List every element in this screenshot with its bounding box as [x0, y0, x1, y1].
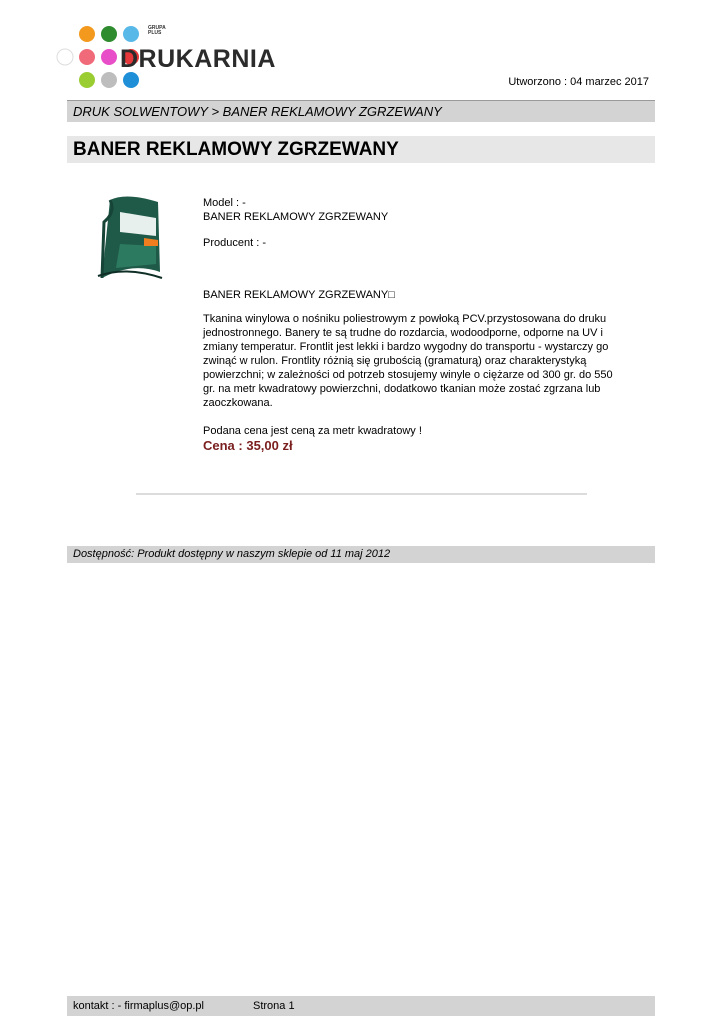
producer-line: Producent : - [203, 237, 266, 249]
footer-page-number: Strona 1 [253, 1000, 295, 1012]
product-details [203, 196, 623, 453]
logo-wordmark: DRUKARNIA [120, 45, 276, 73]
product-description: Tkanina winylowa o nośniku poliestrowym z powłoką PCV.przystosowana do druku jednostronnego. Banery te są trudne do rozdarcia, wodoodporne, odporne na UV i zmiany temperatur. Frontlit jest lekki i bardzo wygodny do transportu - wystarczy go zwinąć w rulon. Frontlity różnią się grubością (gramaturą) oraz charakterystyką powierzchni; w zależności od potrzeb stosujemy winyle o ciężarze od 300 gr. do 550 gr. na metr kwadratowy powierzchni, dodatkowo tkanian może zostać zgrzana lub zaoczkowana. [203, 313, 613, 409]
page-title: BANER REKLAMOWY ZGRZEWANY [67, 136, 655, 163]
availability-bar: Dostępność: Produkt dostępny w naszym sklepie od 11 maj 2012 [67, 546, 655, 563]
created-label: Utworzono [508, 76, 561, 88]
breadcrumb[interactable]: DRUK SOLWENTOWY > BANER REKLAMOWY ZGRZEWANY [67, 101, 655, 122]
page-footer [67, 996, 655, 1016]
created-value: : 04 marzec 2017 [564, 76, 649, 88]
banner-roll-image [96, 192, 166, 284]
product-price: Cena : 35,00 zł [203, 438, 293, 453]
logo-tagline: GRUPA PLUS [148, 25, 166, 36]
footer-contact[interactable]: kontakt : - firmaplus@op.pl [73, 1000, 204, 1012]
content-divider [136, 493, 587, 495]
price-note: Podana cena jest ceną za metr kwadratowy ! [203, 425, 422, 437]
model-name: BANER REKLAMOWY ZGRZEWANY [203, 211, 389, 223]
model-line: Model : - [203, 197, 246, 209]
creation-date [508, 76, 649, 88]
product-heading: BANER REKLAMOWY ZGRZEWANY□ [203, 289, 395, 301]
